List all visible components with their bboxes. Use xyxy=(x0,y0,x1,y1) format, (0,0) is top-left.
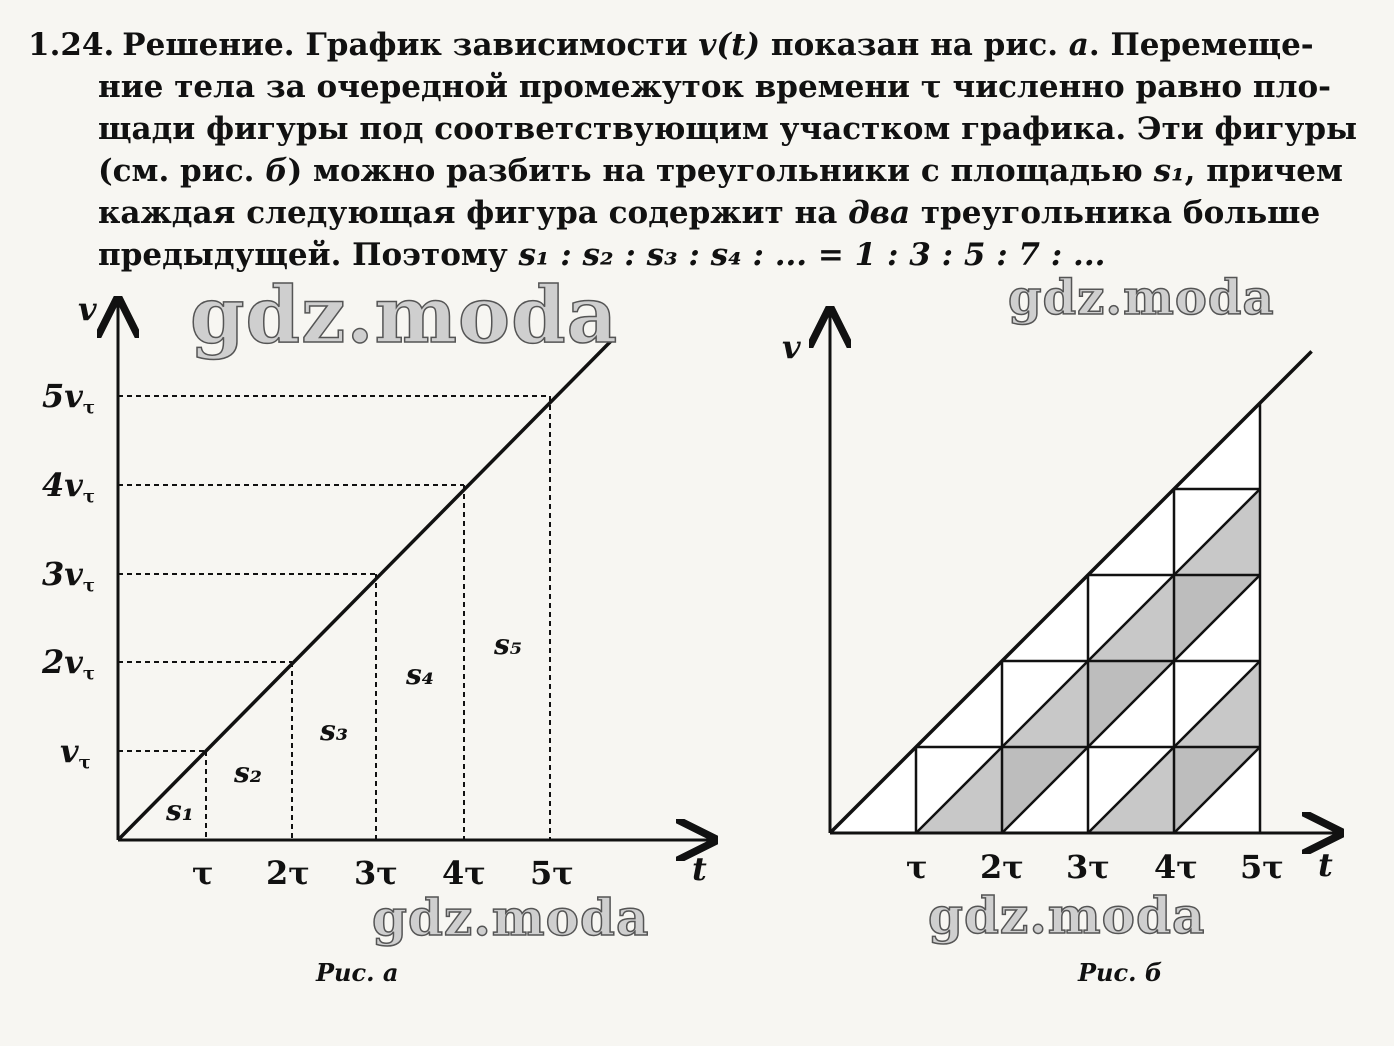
x-tick-label: 5τ xyxy=(1240,848,1284,886)
function-symbol: v(t) xyxy=(698,27,761,63)
area-label-s5: s₅ xyxy=(494,628,523,661)
x-tick-label: 3τ xyxy=(354,854,398,892)
area-label-s2: s₂ xyxy=(234,756,263,789)
y-tick-label: 2vτ xyxy=(42,643,95,684)
area-label-s4: s₄ xyxy=(406,658,435,691)
text-fragment: График зависимости xyxy=(305,27,688,63)
x-axis-label: t xyxy=(1318,846,1333,884)
text-line-2: ние тела за очередной промежуток времени τ численно равно пло- xyxy=(98,69,1331,105)
text-fragment: , причем xyxy=(1184,153,1343,189)
watermark: gdz.moda xyxy=(928,886,1206,945)
text-line-3: щади фигуры под соответствующим участком графика. Эти фигуры xyxy=(98,111,1358,147)
y-tick-label: 4vτ xyxy=(42,466,95,507)
text-line-1 xyxy=(28,24,1368,66)
area-label-s1: s₁ xyxy=(166,794,195,827)
text-line-5 xyxy=(28,192,1368,234)
y-axis-label: v xyxy=(78,290,97,328)
x-tick-label: 3τ xyxy=(1066,848,1110,886)
text-line-4 xyxy=(28,150,1368,192)
text-fragment: (см. рис. xyxy=(98,153,255,189)
x-tick-label: 2τ xyxy=(980,848,1024,886)
figure-ref-b: б xyxy=(265,153,288,189)
emphasis-word: два xyxy=(848,195,911,231)
area-label-s3: s₃ xyxy=(320,714,349,747)
ratio-formula: s₁ : s₂ : s₃ : s₄ : ... = 1 : 3 : 5 : 7 : ... xyxy=(518,237,1106,273)
text-fragment: предыдущей. Поэтому xyxy=(98,237,508,273)
caption-figure-b: Рис. б xyxy=(1078,958,1163,987)
variable-s1: s₁ xyxy=(1153,153,1185,189)
watermark: gdz.moda xyxy=(372,888,650,947)
x-tick-label: 4τ xyxy=(442,854,486,892)
velocity-line xyxy=(118,338,614,840)
solution-heading: Решение. xyxy=(122,27,295,63)
x-axis-label: t xyxy=(692,850,707,888)
y-tick-label: 3vτ xyxy=(42,555,95,596)
y-tick-label: 5vτ xyxy=(42,377,95,418)
text-fragment: ) можно разбить на треугольники с площадью xyxy=(287,153,1143,189)
x-tick-label: τ xyxy=(192,854,214,892)
x-tick-label: 5τ xyxy=(530,854,574,892)
y-axis-label: v xyxy=(782,328,801,366)
problem-text xyxy=(28,24,1368,276)
text-fragment: треугольника больше xyxy=(920,195,1321,231)
text-fragment: показан на рис. xyxy=(770,27,1058,63)
x-tick-label: τ xyxy=(906,848,928,886)
watermark: gdz.moda xyxy=(190,270,619,361)
figure-a-graph xyxy=(40,290,740,910)
caption-figure-a: Рис. а xyxy=(316,958,399,987)
figure-ref-a: a xyxy=(1068,27,1089,63)
text-fragment: каждая следующая фигура содержит на xyxy=(98,195,838,231)
x-tick-label: 4τ xyxy=(1154,848,1198,886)
x-tick-label: 2τ xyxy=(266,854,310,892)
figure-b-graph xyxy=(770,270,1370,910)
y-tick-label: vτ xyxy=(60,732,91,773)
watermark: gdz.moda xyxy=(1008,270,1275,326)
text-fragment: . Перемеще- xyxy=(1088,27,1314,63)
problem-number: 1.24. xyxy=(28,27,115,63)
